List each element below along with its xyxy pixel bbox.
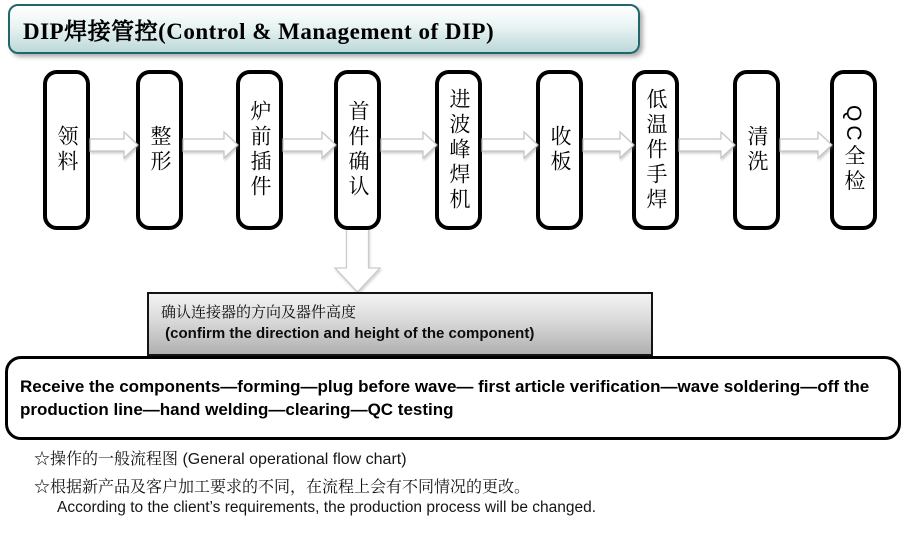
callout-line1: 确认连接器的方向及器件高度 xyxy=(161,304,357,321)
callout-line2: (confirm the direction and height of the component) xyxy=(161,325,535,342)
flow-step-4 xyxy=(334,70,381,230)
flow-step-label: QC全检 xyxy=(842,105,865,195)
flow-step-8 xyxy=(733,70,780,230)
flow-step-2 xyxy=(136,70,183,230)
flow-step-3 xyxy=(236,70,283,230)
flow-step-label: 首件确认 xyxy=(346,100,369,200)
flow-arrow-right-icon xyxy=(481,129,539,161)
flow-step-label: 清洗 xyxy=(745,125,768,175)
flow-step-5 xyxy=(435,70,482,230)
page-title: DIP焊接管控(Control & Management of DIP) xyxy=(23,18,495,44)
flow-arrow-right-icon xyxy=(380,129,438,161)
callout-note xyxy=(147,292,653,356)
footnote-change-cn: ☆根据新产品及客户加工要求的不同，在流程上会有不同情况的更改。 xyxy=(34,479,531,496)
flow-arrow-right-icon xyxy=(582,129,635,161)
flow-arrow-right-icon xyxy=(678,129,736,161)
flow-step-label: 领料 xyxy=(55,125,78,175)
flow-step-1 xyxy=(43,70,90,230)
flow-arrow-right-icon xyxy=(282,129,337,161)
flow-arrow-down-icon xyxy=(332,228,384,296)
flow-step-label: 进波峰焊机 xyxy=(447,87,470,213)
flow-step-label: 收板 xyxy=(548,125,571,175)
flow-arrow-right-icon xyxy=(182,129,239,161)
flow-step-label: 整形 xyxy=(148,125,171,175)
flow-step-6 xyxy=(536,70,583,230)
process-summary-text: Receive the components—forming—plug before wave— first article verification—wave soldering—off the production line—hand welding—clearing—QC testing xyxy=(20,377,870,419)
process-summary-box xyxy=(5,356,901,440)
flow-step-9 xyxy=(830,70,877,230)
flow-arrow-right-icon xyxy=(779,129,833,161)
footnote-change-en: According to the client’s requirements, the production process will be changed. xyxy=(57,499,597,516)
footnote-general-flow: ☆操作的一般流程图 (General operational flow chart) xyxy=(34,451,407,468)
flow-step-label: 炉前插件 xyxy=(248,100,271,200)
flow-arrow-right-icon xyxy=(89,129,139,161)
flow-step-7 xyxy=(632,70,679,230)
flow-step-label: 低温件手焊 xyxy=(644,87,667,213)
